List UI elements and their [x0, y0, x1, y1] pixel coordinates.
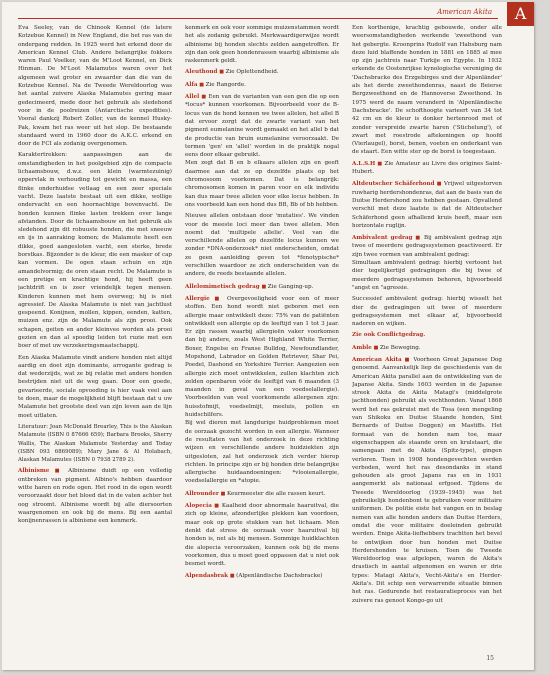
text-column-3	[352, 24, 502, 646]
entry-term: Allelomimetisch gedrag	[185, 283, 260, 290]
entry-albinisme	[18, 467, 172, 525]
separator-square-icon: ■	[415, 235, 424, 242]
entry-aleuthond	[185, 68, 339, 76]
paragraph: Men zegt dat B en b elkaars allelen zijn en geeft daarmee aan dat ze op dezelfde plaats op het chromosoom voorkomen. Dat is belangrijk: chromosomen komen in paren voor en elk individu kan dus maar twee allelen voor elke locus hebben. In ons voorbeeld kan een hond dus BB, Bb of bb hebben.	[185, 160, 339, 208]
separator-square-icon: ■	[214, 295, 227, 302]
separator-square-icon: ■	[404, 356, 414, 363]
entry-term: Allergie	[185, 295, 210, 302]
header-rule	[18, 18, 498, 19]
entry-altdeutscher-schaferhond	[352, 180, 502, 230]
entry-term: American Akita	[352, 356, 402, 363]
text-column-2	[185, 24, 339, 646]
entry-text: Kaalheid door abnormale haaruitval, die zich op kleine, afzonderlijke plekken kan voordoen, maar ook op grote stukken van het lichaam. Men denkt dat stress de oorzaak voor haaruitval bij honden is, net als bij mensen. Sommige huidklachten die alopecia veroorzaken, kunnen ook bij de mens voorkomen, dus u moet goed oppassen dat u niet ook besmet wordt.	[185, 503, 339, 568]
entry-allrounder	[185, 490, 339, 498]
paragraph: Bij wel dieren met langdurige huidproblemen moet de oorzaak gezocht worden in een allergie. Wanneer de resultaten van het onderzoek in deze richting wijzen en verschillende andere huidziekten zijn uitgesloten, zal het onderzoek zich verder hierop richten. In principe zijn er bij honden drie belangrijke allergische huidaandoeningen: *vlooienallergie, voedselallergie en *atopie.	[185, 420, 339, 485]
cross-reference: Zie Amateur au Livre des origines Saint-Hubert.	[352, 160, 502, 176]
separator-square-icon: ■	[219, 69, 226, 76]
paragraph: Eva Seeley, van de Chinook Kennel (de latere Kotzebue Kennel) in New England, die het ras van de ondergang redden. In 1925 werd het erkend door de American Kennel Club. Andere belangrijke fokkers waren Paul Voelker, van de M'Loot Kennel, en Dick Hinman. De M'Loot Malamutes waren over het algemeen wat groter en zwaarder dan die van de Kotzebue Kennel. Na de Tweede Wereldoorlog was het aantal zuivere Alaska Malamutes gering maar gedecimeerd, mede door het gebruik als sledehond voor in de poolreizen (Antarctische expedities). Vooral dankzij Robert Zoller, van de kennel Husky-Pak, kwam het ras weer uit het slop. De bestaande standaard werd in 1960 door de A.K.C. erkend en door de FCI als zodanig overgenomen.	[18, 25, 172, 148]
entry-term: Alpendasbrak	[185, 573, 229, 580]
entry-term: Albinisme	[18, 468, 50, 475]
separator-square-icon: ■	[199, 81, 206, 88]
entry-text: Bij ambivalent gedrag zijn twee of meerdere gedragssystemen geactiveerd. Er zijn twee vormen van ambivalent gedrag:	[352, 235, 502, 258]
entry-alpendasbrak	[185, 572, 339, 580]
entry-alopecia	[185, 502, 339, 568]
running-head: American Akita	[437, 8, 492, 16]
separator-square-icon: ■	[436, 181, 444, 188]
entry-term: Alopecia	[185, 503, 212, 510]
book-page	[2, 2, 534, 670]
separator-square-icon: ■	[214, 503, 222, 510]
entry-text: Albinisme duidt op een volledig ontbreken van pigment. Albino's hebben daardoor witte haren en rode ogen. Het rood in de ogen wordt veroorzaakt door het bloed dat in de vaten achter het oog stroomt. Albinisme wordt bij alle diersoorten waargenomen en ook bij de mens. Bij een aantal konijnenrassen is albinisme een kenmerk.	[18, 468, 172, 525]
cross-reference: Zie Rangorde.	[205, 81, 246, 88]
entry-text: Een van de varianten van een gen die op een *locus* kunnen voorkomen. Bijvoorbeeld voor de B-locus van de hond kennen we twee allelen, het allel B dat ervoor zorgt dat de zwarte variant van het pigment eumelanine wordt gemaakt en het allel b dat de productie van bruin eumelanine veroorzaakt. De termen 'gen' en 'allel' worden in de praktijk nogal eens door elkaar gebruikt.	[185, 94, 339, 159]
entry-allel	[185, 93, 339, 279]
text-column-1	[18, 24, 172, 646]
entry-amble	[352, 344, 502, 352]
cross-reference: Zie Ganging-up.	[267, 283, 314, 290]
paragraph: Simultaan ambivalent gedrag: hierbij vertoont het dier tegelijkertijd gedragingen die bij twee of meerdere gedragssystemen behoren, bijvoorbeeld "angst en "agressie.	[352, 260, 502, 291]
paragraph: Een korthenige, krachtig gebouwde, onder alle weersomstandigheden werkende 'zweethond van het gebergte. Kroonprins Rudolf van Habsburg nam deze luid blaffende honden in 1881 en 1885 al mee op zijn jachtreis naar Turkije en Egypte. In 1932 erkende de Oostenrijkse kynologische vereniging de 'Dachsbracke des Erzgebirges und der Alpenländer' als het derde zweethondenras, naast de Beierse Bergzweethond en de Hannoverse Zweethond. In 1975 werd de naam veranderd in 'Alpenländische Dachsbracke'. De schofthoogte varieert van 34 tot 42 cm en de kleur is donker hertenrood met of zonder verspreide zwarte haren ('Stichelung'), of zwart met roestrode aftekeningen op hoofd (Vierlaugel), borst, benen, voeten en onderkant van de staart. Een witte ster op de borst is toegestaan.	[352, 25, 502, 156]
entry-text: Keurmeester die alle rassen keurt.	[226, 490, 326, 497]
entry-term: Allrounder	[185, 490, 219, 497]
cross-reference: Zie ook Conflictgedrag.	[352, 332, 426, 339]
separator-square-icon: ■	[201, 94, 209, 101]
entry-text: Vrijwel uitgestorven ruwharig herdershondenras, dat aan de basis van de Duitse Herdershond zou hebben gestaan. Opvallend verschil met deze laatste is dat de Altdeutscher Schäferhond geen afhallend kruis heeft, maar een horizontale ruglijn.	[352, 181, 502, 229]
letter-tab: A	[507, 2, 534, 26]
entry-text: Overgevoeligheid voor een of meer stoffen. Een hond wordt niet geboren met een allergie maar ontwikkelt deze: 75% van de patiënten ontwikkelt een allergie op de leeftijd van 1 tot 3 jaar. Er zijn rassen waarbij allergieën vaker voorkomen dan bij andere, zoals West Highland White Terrier, Boxer, Engelse en Franse Bulldog, Newfoundlander, Mopshond, Labrador en Golden Retriever, Shar Pei, Poedel, Dashond en Yorkshire Terrier. Aangezien een allergie zich moet ontwikkelen, zullen klachten zich zelden openbaren vóór de leeftijd van 6 maanden (3 maanden in geval van een voedselallergie). Voorbeelden van veel voorkomende allergenen zijn: huisstofmijt, voedselmijt, meeluis, pollen en huidschilfers.	[185, 295, 339, 419]
separator-square-icon: ■	[229, 573, 237, 580]
entry-alsh	[352, 160, 502, 177]
cross-reference: Zie Beweging.	[379, 344, 421, 351]
cross-reference: Zie Oplettendheid.	[225, 69, 279, 76]
entry-allergie	[185, 295, 339, 486]
entry-term: A.L.S.H	[352, 160, 376, 167]
entry-term: Ambivalent gedrag	[352, 235, 413, 242]
literature-note: Literatuur: Joan McDonald Brearley, This is the Alaskan Malamute (ISBN 0 87666 659); Barbara Brooks, Sherry Wallis, The Alaskan Malamute Yesterday and Today (ISBN 093 6869089); Mary Jane & Al Holabach, Alaskan Malamutes (ISBN 0 7938 2789 2).	[18, 423, 172, 464]
entry-text: Voorheen Great Japanese Dog genoemd. Aanvankelijk liep de geschiedenis van de American Akita parallel aan de ontwikkeling van de Japanse Akita. Sinds 1603 werden in de Japanse streek Akita de Akita Matagi's (middelgrote jachthonden) gebruikt als vechthonden. Vanaf 1868 werd het ras gekruist met de Tosa (een mengeling van Shikoku en Duitse Staande honden, Sint Bernards of Duitse Doggen) en Mastiffs. Het formaat van de honden nam toe, maar eigenschappen als staande oren en krulstaart, die samengaan met de Akita (Spitz-type), gingen verloren. Toen in 1908 hondengevechten werden verboden, werd het ras desondanks in stand gehouden als groot Japans ras en in 1931 aangemerkt als nationaal erfgoed. Tijdens de Tweede Wereldoorlog (1939–1945) was het gebruikelijk hondenbont te gebruiken voor militaire uniformen. De politie eiste het vangen en in beslag nemen van alle honden anders dan Duitse Herders, omdat die voor militaire doeleinden gebruikt werden. Enige Akita-liefhebbers trachtten het bevel te ontwijken door hun honden met Duitse Herdershonden te kruisen. Toen de Tweede Wereldoorlog was afgelopen, waren de Akita's drastisch in aantal afgenomen en waren er drie types: Matagi Akita's, Vecht-Akita's en Herder-Akita's. Dit schip een verwarrende situatie binnen het ras. Gedurende het restauratieproces van het zuivere ras genoot Kongo-go uit	[352, 356, 502, 604]
entry-text: (Alpenländische Dachsbracke)	[236, 573, 323, 580]
entry-american-akita	[352, 356, 502, 605]
paragraph: Een Alaska Malamute vindt andere honden niet altijd aardig en doet zijn dominante, arrogante gedrag is dat wederzijds, wat ze bij relatie met andere honden bestrijden niet uit de weg gaan. Door een goede, gevarieerde, sociale opvoeding is hier vaak veel aan te doen, maar de mogelijkheid blijft bestaan dat u uw Malamute het grootste deel van zijn leven aan de lijn moet uitlaten.	[18, 354, 172, 419]
entry-alfa	[185, 81, 339, 89]
page-number: 15	[486, 655, 494, 662]
entry-term: Alfa	[185, 81, 198, 88]
entry-term: Allel	[185, 94, 200, 101]
entry-ambivalent-gedrag	[352, 234, 502, 340]
separator-square-icon: ■	[261, 283, 268, 290]
entry-term: Aleuthond	[185, 69, 218, 76]
entry-term: Altdeutscher Schäferhond	[352, 181, 435, 188]
entry-term: Amble	[352, 344, 372, 351]
separator-square-icon: ■	[54, 468, 69, 475]
paragraph: Successief ambivalent gedrag: hierbij wisselt het dier de gedragingen uit twee of meerdere gedragssystemen met elkaar af, bijvoorbeeld naderen en wijken.	[352, 296, 502, 328]
separator-square-icon: ■	[220, 490, 227, 497]
separator-square-icon: ■	[377, 160, 385, 167]
paragraph: Karaktertrekken: aanpassingen aan de omstandigheden in het poolgebied zijn de compacte lichaamsbouw, d.w.z. een klein (warmtezuinig) oppervlak in verhouding tot gewicht en massa, een flinke onderhuidse vetlaag en een zeer speciale vacht. Deze laatste bestaat uit een dikke, wollige ondervacht en een hoornachtige bovenvacht. De honden kunnen flinke lasten trekken over lange afstanden. Door de lichaamsbouw en het gebruik als sledehond zijn dit robuuste honden, die met sneeuw en ijs in aanraking komen; de Malamute heeft een dikke, goed aangesloten vacht, een sterke, brede borstkas. Bijzonder is de kleur, die een masker of cap kan vormen. De ogen staan schuin en zijn amandelvormig; de oren staan recht. De Malamute is een pretige en krachtige hond, hij heeft geen jachtdrift en is zeer vriendelijk tegen mensen. Kinderen kunnen met hem overweg; hij is niet agressief. De Alaska Malamute is niet van jachtlust gespeend. Konijnen, mollen, kippen, eenden, katten, muizen enz. zijn de Malamute als zijn prooi. Ook schapen, geiten en ander kleinvee worden als prooi gezien en dan al spoedig leiden tot ruzie met een boer of met uw verzekeringsmaatschappij.	[18, 152, 172, 350]
separator-square-icon: ■	[373, 344, 380, 351]
paragraph: kenmerk en ook voor sommige muizenstammen wordt het als zodanig gebruikt. Merkwaardigerwijze wordt albinisme bij honden slechts zelden aangetroffen. Er zijn dan ook geen hondenrassen waarbij albinisme als raskenmerk geldt.	[185, 25, 339, 65]
entry-allelomimetisch-gedrag	[185, 283, 339, 291]
paragraph: Nieuwe allelen ontstaan door 'mutaties'. We vinden voor de meeste loci meer dan twee allelen. Men noemt dat 'multipele allelie'. Veel van die verschillende allelen op dezelfde locus kunnen we zonder *DNA-onderzoek* niet onderscheiden, omdat ze geen aanleiding geven tot *fenotypische* verschillen waardoor ze zich onderscheiden van de andere, de reeds bestaande allelen.	[185, 213, 339, 278]
